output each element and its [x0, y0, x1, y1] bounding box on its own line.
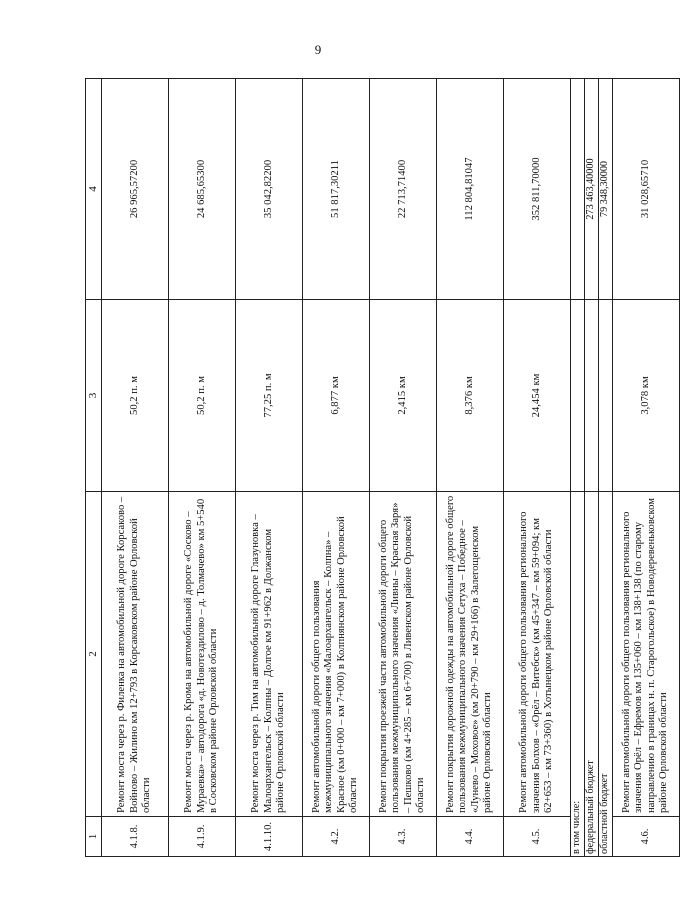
header-row: [86, 79, 102, 857]
subtotal-row: [570, 79, 584, 857]
table-row: [302, 79, 369, 857]
row-description: Ремонт моста через р. Филенка на автомобильной дороге Корсаково – Войново – Жилино км 12+793 в Корсаковском районе Орловской области: [101, 492, 168, 817]
header-cell: 3: [86, 300, 102, 492]
table-row: [436, 79, 503, 857]
table-row: [101, 79, 168, 857]
row-number: 4.6.: [612, 817, 679, 857]
row-description: Ремонт автомобильной дороги общего пользования межмуниципального значения «Малоархангельск – Колпна» – Красное (км 0+000 – км 7+000) в Колпнянском районе Орловской области: [302, 492, 369, 817]
row-description: Ремонт автомобильной дороги общего пользования регионального значения Болхов – «Орёл – Витебск» (км 45+347 – км 59+094; км 62+653 – км 73+360) в Хотынецком районе Орловской области: [503, 492, 570, 817]
row-number: 4.1.8.: [101, 817, 168, 857]
row-number: 4.1.9.: [168, 817, 235, 857]
row-number: 4.4.: [436, 817, 503, 857]
row-quantity: 24,454 км: [503, 300, 570, 492]
row-number: 4.3.: [369, 817, 436, 857]
row-amount: 26 965,57200: [101, 79, 168, 300]
table-row: [168, 79, 235, 857]
row-quantity: 77,25 п. м: [235, 300, 302, 492]
works-table: [85, 78, 680, 857]
row-amount: 31 028,65710: [612, 79, 679, 300]
header-cell: 4: [86, 79, 102, 300]
row-description: Ремонт моста через р. Крома на автомобильной дороге «Сосково – Мураевка» – автодорога «д. Новотездилово – д. Толмачево» км 5+540 в Сосковском районе Орловской области: [168, 492, 235, 817]
header-cell: 1: [86, 817, 102, 857]
row-quantity: 6,877 км: [302, 300, 369, 492]
table-row: [369, 79, 436, 857]
row-amount: 24 685,65300: [168, 79, 235, 300]
row-quantity: 8,376 км: [436, 300, 503, 492]
table-row: [235, 79, 302, 857]
federal-budget-row: [584, 79, 598, 857]
row-description: Ремонт моста через р. Тим на автомобильной дороге Глазуновка – Малоархангельск – Колпны – Долгое км 91+962 в Должанском районе Орловской области: [235, 492, 302, 817]
row-description: Ремонт покрытия проезжей части автомобильной дороги общего пользования межмуниципального значения «Ливны – Красная Заря» – Пешково (км 4+285 – км 6+700) в Ливенском районе Орловской области: [369, 492, 436, 817]
row-amount: 35 042,82200: [235, 79, 302, 300]
table-row: [503, 79, 570, 857]
row-quantity: 50,2 п. м: [101, 300, 168, 492]
table-row: [612, 79, 679, 857]
empty-cell: [584, 300, 598, 492]
row-amount: 112 804,81047: [436, 79, 503, 300]
row-quantity: 3,078 км: [612, 300, 679, 492]
row-number: 4.1.10.: [235, 817, 302, 857]
row-quantity: 2,415 км: [369, 300, 436, 492]
row-description: Ремонт покрытия дорожной одежды на автомобильной дороге общего пользования межмуниципального значения Сетуха – Победное – «Лунево – Моховое» (км 20+790 – км 29+166) в Залегощенском районе Орловской области: [436, 492, 503, 817]
row-quantity: 50,2 п. м: [168, 300, 235, 492]
regional-budget-row: [598, 79, 612, 857]
row-description: Ремонт автомобильной дороги общего пользования регионального значения Орёл – Ефремов км 135+060 – км 138+138 (по старому направлению в границах н. п. Старогольское) в Новодеревеньковском районе Орловской области: [612, 492, 679, 817]
row-number: 4.2.: [302, 817, 369, 857]
subtotal-label: в том числе:: [570, 492, 584, 857]
header-cell: 2: [86, 492, 102, 817]
page-number: 9: [314, 42, 322, 57]
rotated-table-wrapper: [85, 79, 670, 857]
row-number: 4.5.: [503, 817, 570, 857]
row-amount: 22 713,71400: [369, 79, 436, 300]
federal-budget-amount: 273 463,40000: [584, 79, 598, 300]
empty-cell: [570, 300, 584, 492]
regional-budget-amount: 79 348,30000: [598, 79, 612, 300]
row-amount: 352 811,70000: [503, 79, 570, 300]
empty-cell: [598, 300, 612, 492]
regional-budget-label: областной бюджет: [598, 492, 612, 857]
empty-cell: [570, 79, 584, 300]
row-amount: 51 817,30211: [302, 79, 369, 300]
federal-budget-label: федеральный бюджет: [584, 492, 598, 857]
